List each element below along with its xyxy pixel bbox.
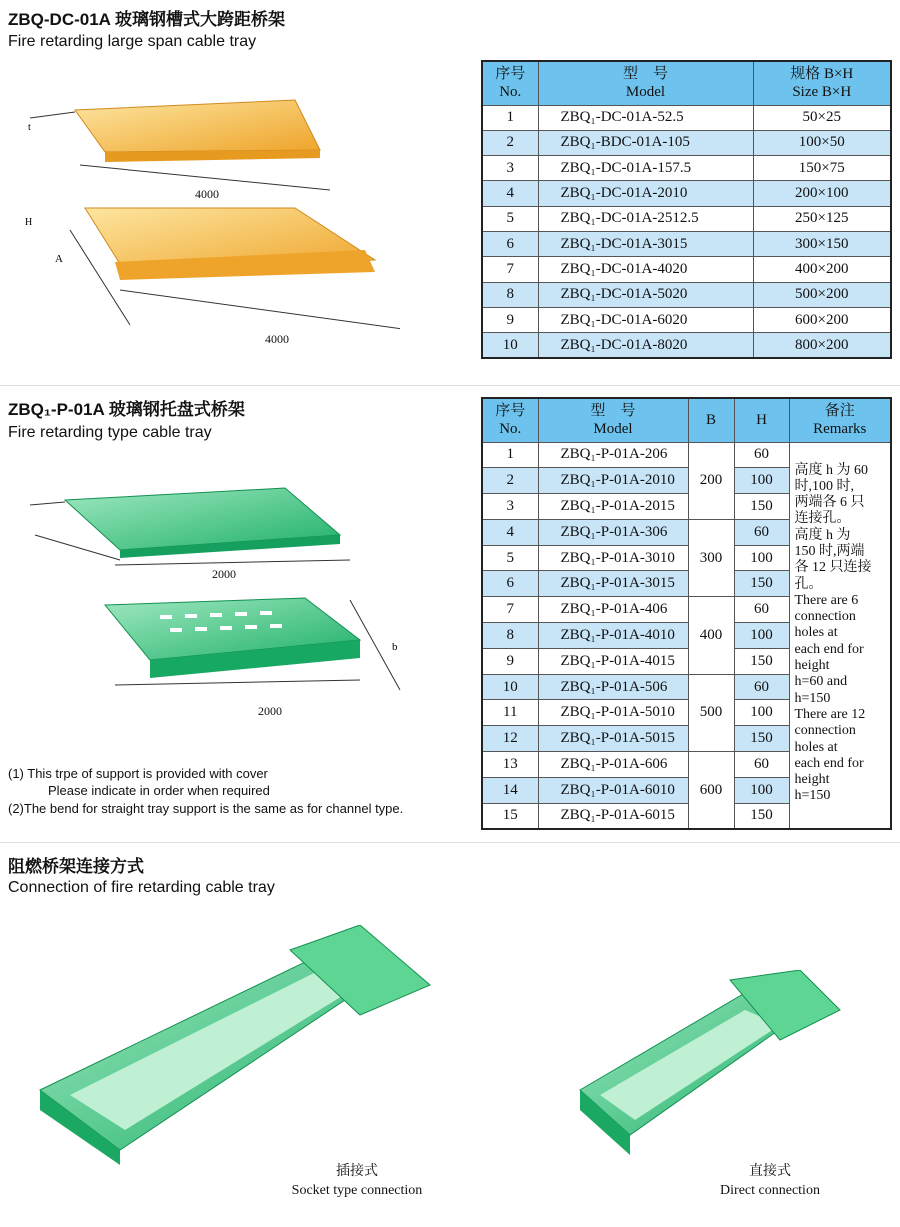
model-cell: ZBQ₁-P-01A-6015 bbox=[538, 803, 688, 829]
svg-text:A: A bbox=[55, 253, 63, 265]
row-number: 10 bbox=[482, 674, 538, 700]
size-cell: 150×75 bbox=[753, 156, 891, 181]
row-number: 5 bbox=[482, 206, 538, 231]
table-row bbox=[482, 282, 891, 307]
h-cell: 150 bbox=[734, 494, 789, 520]
tray-drawing bbox=[20, 480, 420, 720]
svg-text:t: t bbox=[28, 122, 31, 133]
table-row bbox=[482, 206, 891, 231]
model-cell: ZBQ₁-P-01A-4015 bbox=[538, 648, 688, 674]
h-cell: 150 bbox=[734, 803, 789, 829]
size-cell: 500×200 bbox=[753, 282, 891, 307]
direct-connection-drawing bbox=[570, 970, 870, 1170]
size-cell: 50×25 bbox=[753, 105, 891, 130]
model-cell: ZBQ₁-P-01A-506 bbox=[538, 674, 688, 700]
model-cell: ZBQ₁-P-01A-206 bbox=[538, 442, 688, 468]
row-number: 13 bbox=[482, 752, 538, 778]
model-cell: ZBQ₁-P-01A-306 bbox=[538, 519, 688, 545]
row-number: 6 bbox=[482, 231, 538, 256]
b-cell: 300 bbox=[688, 519, 734, 596]
size-cell: 600×200 bbox=[753, 307, 891, 332]
model-cell: ZBQ₁-DC-01A-8020 bbox=[538, 333, 753, 358]
model-cell: ZBQ₁-P-01A-6010 bbox=[538, 777, 688, 803]
divider bbox=[0, 842, 900, 843]
h-cell: 100 bbox=[734, 545, 789, 571]
row-number: 14 bbox=[482, 777, 538, 803]
row-number: 2 bbox=[482, 130, 538, 155]
note-1: (1) This trpe of support is provided with cover bbox=[8, 766, 268, 781]
divider bbox=[0, 385, 900, 386]
h-cell: 100 bbox=[734, 623, 789, 649]
section3-title: 阻燃桥架连接方式 bbox=[8, 857, 144, 876]
h-cell: 150 bbox=[734, 571, 789, 597]
row-number: 3 bbox=[482, 494, 538, 520]
size-cell: 200×100 bbox=[753, 181, 891, 206]
h-cell: 100 bbox=[734, 468, 789, 494]
h-cell: 60 bbox=[734, 519, 789, 545]
size-cell: 250×125 bbox=[753, 206, 891, 231]
table-row bbox=[482, 307, 891, 332]
remarks-cell: 高度 h 为 60 时,100 时, 两端各 6 只 连接孔。 高度 h 为 150 时,两端 各 12 只连接 孔。 There are 6 connection holes at each end for height h=60 and h=150 There are 12 connection holes at each end for height h=150 bbox=[789, 442, 891, 829]
row-number: 1 bbox=[482, 105, 538, 130]
model-cell: ZBQ₁-P-01A-4010 bbox=[538, 623, 688, 649]
row-number: 5 bbox=[482, 545, 538, 571]
model-cell: ZBQ₁-P-01A-3015 bbox=[538, 571, 688, 597]
dim-label: 4000 bbox=[265, 332, 289, 346]
section2-subtitle: Fire retarding type cable tray bbox=[8, 424, 212, 441]
size-cell: 800×200 bbox=[753, 333, 891, 358]
table-row bbox=[482, 105, 891, 130]
h-cell: 100 bbox=[734, 777, 789, 803]
section1-subtitle: Fire retarding large span cable tray bbox=[8, 33, 257, 50]
svg-text:b: b bbox=[392, 641, 398, 653]
row-number: 4 bbox=[482, 181, 538, 206]
socket-connection-drawing bbox=[30, 925, 450, 1165]
row-number: 9 bbox=[482, 307, 538, 332]
note-2: (2)The bend for straight tray support is the same as for channel type. bbox=[8, 801, 404, 816]
row-number: 3 bbox=[482, 156, 538, 181]
model-cell: ZBQ₁-P-01A-5015 bbox=[538, 726, 688, 752]
section3-subtitle: Connection of fire retarding cable tray bbox=[8, 879, 275, 896]
model-cell: ZBQ₁-DC-01A-2512.5 bbox=[538, 206, 753, 231]
spec-table-1: 序号 No. 型 号 Model 规格 B×H Size B×H 1 ZBQ₁-DC-01A-52.5 50×25 2 ZBQ₁-BDC-01A-105 100×50 3 ZBQ₁-DC-01A-157.5 150×75 4 ZBQ₁-DC-01A-2010 200×100 5 ZBQ₁-DC-01A-2512.5 250×125 6 ZBQ₁-DC-01A-3015 300×150 7 ZBQ₁-DC-01A-4020 400×200 8 ZBQ₁-DC-01A-5020 500×200 9 ZBQ₁-DC-01A-6020 600×200 10 ZBQ₁-DC-01A-8020 800×200 bbox=[481, 60, 892, 359]
size-cell: 400×200 bbox=[753, 257, 891, 282]
section1-title: ZBQ-DC-01A 玻璃钢槽式大跨距桥架 bbox=[8, 10, 286, 29]
row-number: 1 bbox=[482, 442, 538, 468]
model-cell: ZBQ₁-DC-01A-52.5 bbox=[538, 105, 753, 130]
table-row bbox=[482, 257, 891, 282]
model-cell: ZBQ₁-P-01A-406 bbox=[538, 597, 688, 623]
h-cell: 60 bbox=[734, 674, 789, 700]
h-cell: 150 bbox=[734, 726, 789, 752]
dim-label: 2000 bbox=[258, 704, 282, 718]
b-cell: 400 bbox=[688, 597, 734, 674]
row-number: 8 bbox=[482, 623, 538, 649]
row-number: 12 bbox=[482, 726, 538, 752]
table-row bbox=[482, 130, 891, 155]
dim-label: 2000 bbox=[212, 567, 236, 581]
table-row bbox=[482, 231, 891, 256]
model-cell: ZBQ₁-P-01A-3010 bbox=[538, 545, 688, 571]
model-cell: ZBQ₁-P-01A-2010 bbox=[538, 468, 688, 494]
table-row bbox=[482, 333, 891, 358]
size-cell: 300×150 bbox=[753, 231, 891, 256]
row-number: 15 bbox=[482, 803, 538, 829]
row-number: 4 bbox=[482, 519, 538, 545]
table-row bbox=[482, 181, 891, 206]
h-cell: 150 bbox=[734, 648, 789, 674]
row-number: 10 bbox=[482, 333, 538, 358]
model-cell: ZBQ₁-BDC-01A-105 bbox=[538, 130, 753, 155]
caption-direct: 直接式 Direct connection bbox=[720, 1164, 820, 1198]
row-number: 8 bbox=[482, 282, 538, 307]
model-cell: ZBQ₁-P-01A-5010 bbox=[538, 700, 688, 726]
note-1-cont: Please indicate in order when required bbox=[48, 783, 270, 798]
h-cell: 100 bbox=[734, 700, 789, 726]
table-row bbox=[482, 442, 891, 468]
row-number: 2 bbox=[482, 468, 538, 494]
model-cell: ZBQ₁-DC-01A-2010 bbox=[538, 181, 753, 206]
svg-text:H: H bbox=[25, 217, 33, 228]
model-cell: ZBQ₁-P-01A-2015 bbox=[538, 494, 688, 520]
row-number: 7 bbox=[482, 597, 538, 623]
table-row bbox=[482, 156, 891, 181]
b-cell: 200 bbox=[688, 442, 734, 519]
dim-label: 4000 bbox=[195, 187, 219, 201]
size-cell: 100×50 bbox=[753, 130, 891, 155]
caption-socket: 插接式 Socket type connection bbox=[291, 1164, 423, 1198]
model-cell: ZBQ₁-P-01A-606 bbox=[538, 752, 688, 778]
h-cell: 60 bbox=[734, 597, 789, 623]
section2-title: ZBQ₁-P-01A 玻璃钢托盘式桥架 bbox=[8, 400, 245, 419]
model-cell: ZBQ₁-DC-01A-157.5 bbox=[538, 156, 753, 181]
model-cell: ZBQ₁-DC-01A-4020 bbox=[538, 257, 753, 282]
row-number: 7 bbox=[482, 257, 538, 282]
h-cell: 60 bbox=[734, 752, 789, 778]
model-cell: ZBQ₁-DC-01A-3015 bbox=[538, 231, 753, 256]
row-number: 6 bbox=[482, 571, 538, 597]
b-cell: 500 bbox=[688, 674, 734, 751]
row-number: 9 bbox=[482, 648, 538, 674]
b-cell: 600 bbox=[688, 752, 734, 829]
model-cell: ZBQ₁-DC-01A-6020 bbox=[538, 307, 753, 332]
spec-table-2: 序号 No. 型 号 Model B H 备注 Remarks 1 ZBQ₁-P-01A-206 200 60 高度 h 为 60 时,100 时, 两端各 6 只 连接孔。 高度 h 为 150 时,两端 各 12 只连接 孔。 There are 6 connection holes at each end for height h=60 and h=150 There are 12 connection holes at each end for height h=150 2 ZBQ₁-P-01A-2010 100 3 ZBQ₁-P-01A-2015 150 4 ZBQ₁-P-01A-306 300 60 5 ZBQ₁-P-01A-3010 100 6 ZBQ₁-P-01A-3015 150 7 ZBQ₁-P-01A-406 400 60 8 ZBQ₁-P-01A-4010 100 9 ZBQ₁-P-01A-4015 150 10 ZBQ₁-P-01A-506 500 60 11 ZBQ₁-P-01A-5010 100 12 ZBQ₁-P-01A-5015 150 13 ZBQ₁-P-01A-606 600 60 14 ZBQ₁-P-01A-6010 100 15 ZBQ₁-P-01A-6015 150 bbox=[481, 397, 892, 830]
h-cell: 60 bbox=[734, 442, 789, 468]
row-number: 11 bbox=[482, 700, 538, 726]
large-span-tray-drawing bbox=[20, 90, 400, 360]
model-cell: ZBQ₁-DC-01A-5020 bbox=[538, 282, 753, 307]
